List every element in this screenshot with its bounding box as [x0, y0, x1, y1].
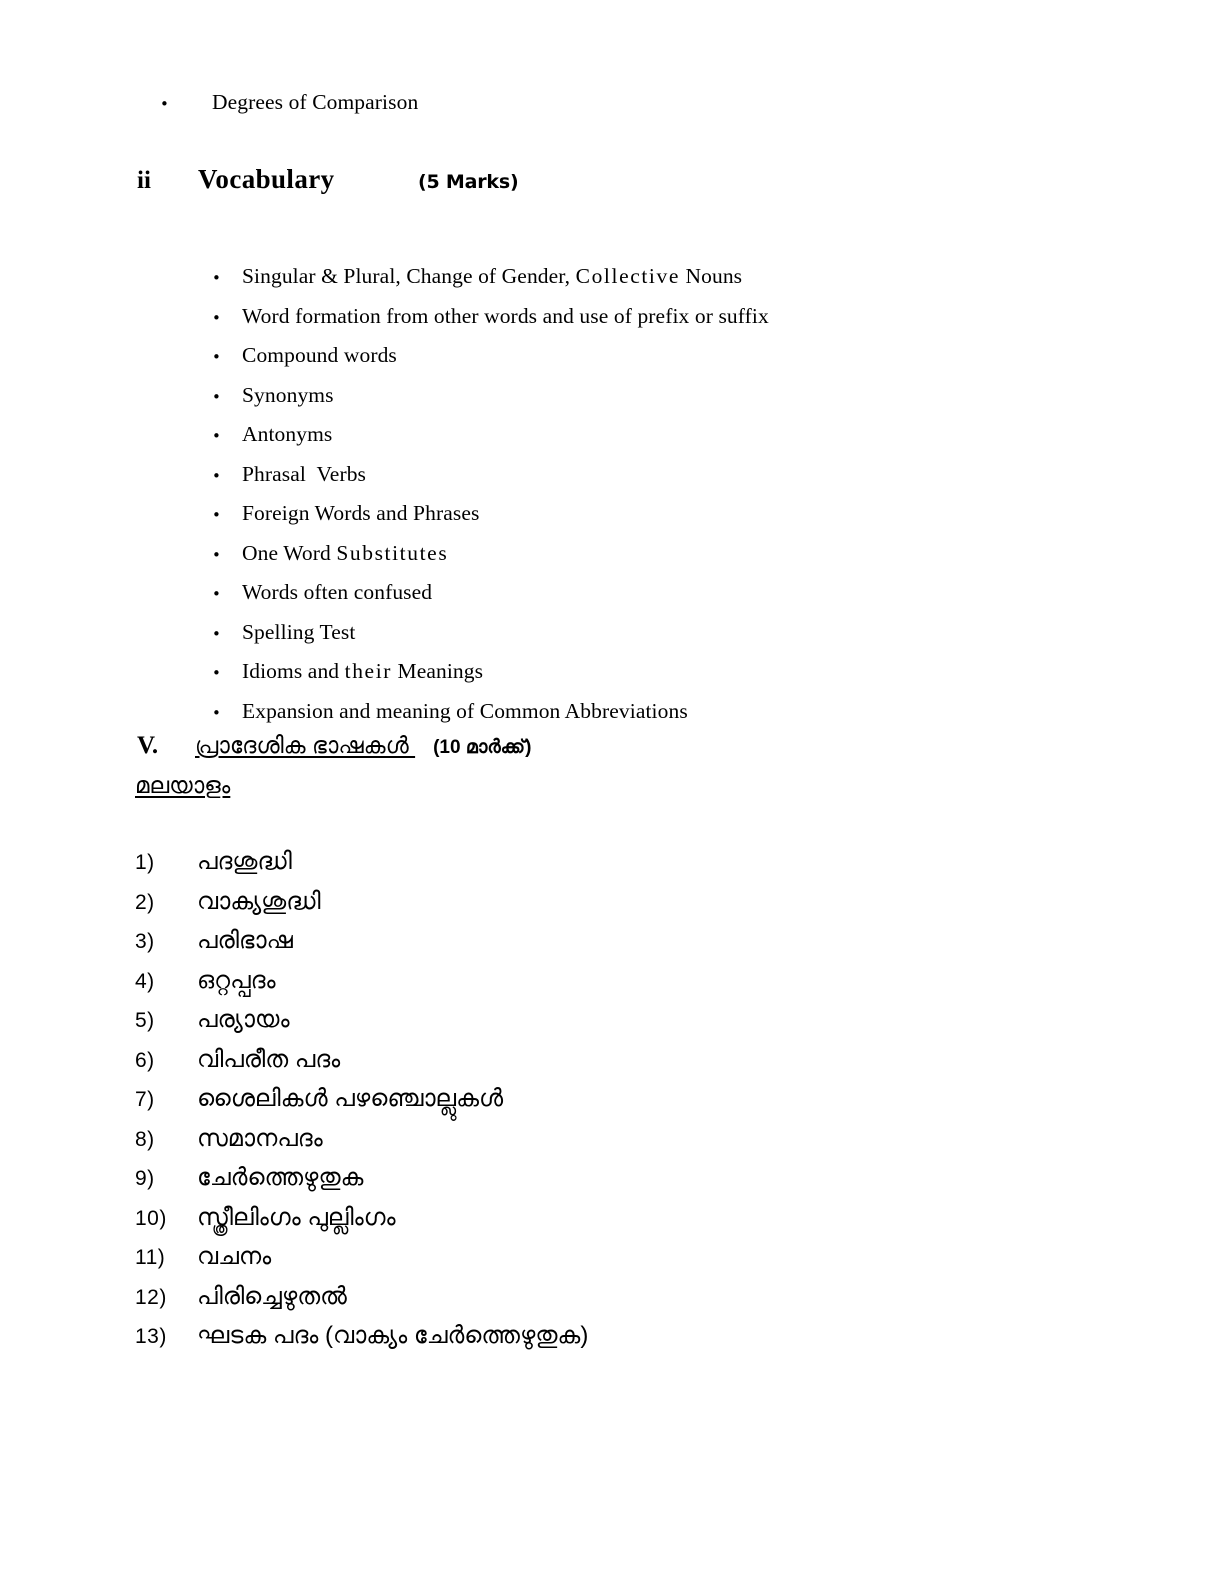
list-item-number: 8) — [135, 1127, 155, 1151]
bullet-icon: • — [212, 703, 221, 722]
list-item — [135, 1085, 1035, 1125]
vocabulary-topic-label: Foreign Words and Phrases — [242, 501, 480, 525]
malayalam-topic-label: ശൈലികൾ പഴഞ്ചൊല്ലുകൾ — [197, 1085, 504, 1112]
vocabulary-section-heading — [137, 164, 518, 195]
malayalam-topic-label: ഘടക പദം (വാക്യം ചേർത്തെഴുതുക) — [197, 1322, 589, 1349]
vocabulary-topic-label: Word formation from other words and use of prefix or suffix — [242, 303, 769, 328]
vocabulary-topic-label: Singular & Plural, Change of Gender, Collective Nouns — [242, 264, 743, 288]
malayalam-topic-list — [135, 848, 1035, 1362]
list-item — [212, 383, 1072, 423]
vocabulary-topic-label: Phrasal Verbs — [242, 461, 367, 486]
regional-section-numeral: V. — [137, 732, 159, 759]
vocabulary-topic-label: One Word Substitutes — [242, 540, 449, 565]
vocabulary-topic-label: Words often confused — [242, 580, 433, 604]
vocabulary-topic-label: Compound words — [242, 343, 397, 367]
list-item-number: 2) — [135, 890, 155, 914]
malayalam-topic-label: വാക്യശുദ്ധി — [197, 887, 321, 915]
regional-languages-heading — [137, 732, 531, 760]
malayalam-topic-label: സ്ത്രീലിംഗം പുല്ലിംഗം — [197, 1203, 396, 1231]
list-item — [135, 1283, 1035, 1323]
malayalam-topic-label: പരിഭാഷ — [197, 927, 293, 954]
regional-section-marks-badge: (10 മാർക്ക്) — [433, 737, 532, 758]
top-bullet-label: Degrees of Comparison — [212, 90, 419, 114]
list-item — [212, 422, 1072, 462]
vocabulary-topic-label: Idioms and their Meanings — [242, 659, 484, 683]
bullet-icon: • — [212, 466, 221, 485]
list-item-number: 7) — [135, 1088, 155, 1111]
list-item-number: 4) — [135, 969, 155, 993]
bullet-icon: • — [212, 387, 221, 406]
vocabulary-topic-label: Expansion and meaning of Common Abbreviations — [242, 698, 688, 723]
list-item — [212, 304, 1072, 344]
list-item — [135, 1006, 1035, 1046]
bullet-icon: • — [212, 506, 221, 524]
bullet-icon: • — [212, 427, 221, 445]
list-item-number: 1) — [135, 851, 155, 874]
bullet-icon: • — [212, 348, 221, 366]
malayalam-language-label: മലയാളം — [135, 772, 231, 798]
list-item — [135, 848, 1035, 888]
section-title: Vocabulary — [198, 164, 335, 194]
list-item — [135, 1164, 1035, 1204]
malayalam-topic-label: പര്യായം — [197, 1006, 290, 1033]
list-item-number: 3) — [135, 930, 155, 953]
list-item — [212, 343, 1072, 383]
list-item — [212, 541, 1072, 581]
malayalam-topic-label: പദശുദ്ധി — [197, 848, 292, 875]
list-item — [135, 1046, 1035, 1086]
top-bullet-item — [160, 90, 418, 115]
section-marks-badge: (5 Marks) — [418, 171, 519, 193]
bullet-icon: • — [212, 308, 221, 327]
list-item-number: 5) — [135, 1009, 155, 1032]
bullet-icon: • — [212, 664, 221, 682]
list-item — [135, 1322, 1035, 1362]
malayalam-topic-label: വിപരീത പദം — [197, 1045, 341, 1073]
vocabulary-topic-label: Spelling Test — [242, 619, 356, 644]
vocabulary-topic-list — [212, 264, 1072, 738]
section-numeral: ii — [137, 167, 151, 194]
list-item-number: 6) — [135, 1048, 155, 1072]
list-item — [212, 659, 1072, 699]
bullet-icon: • — [212, 545, 221, 564]
malayalam-topic-label: ചേർത്തെഴുതുക — [197, 1164, 364, 1191]
bullet-icon: • — [160, 95, 169, 113]
malayalam-topic-label: പിരിച്ചെഴുതൽ — [197, 1282, 347, 1310]
bullet-icon: • — [212, 624, 221, 643]
malayalam-topic-label: ഒറ്റപ്പദം — [197, 966, 276, 994]
list-item — [135, 1243, 1035, 1283]
list-item-number: 13) — [135, 1325, 167, 1348]
vocabulary-topic-label: Antonyms — [242, 422, 333, 446]
list-item — [212, 501, 1072, 541]
list-item-number: 10) — [135, 1206, 167, 1230]
list-item — [135, 888, 1035, 928]
regional-section-title: പ്രാദേശിക ഭാഷകൾ — [195, 732, 416, 758]
list-item — [212, 264, 1072, 304]
bullet-icon: • — [212, 269, 221, 287]
list-item — [135, 967, 1035, 1007]
bullet-icon: • — [212, 585, 221, 603]
list-item — [212, 462, 1072, 502]
vocabulary-topic-label: Synonyms — [242, 382, 334, 407]
list-item-number: 12) — [135, 1285, 167, 1309]
malayalam-topic-label: വചനം — [197, 1243, 272, 1270]
list-item-number: 11) — [135, 1246, 166, 1269]
list-item — [212, 580, 1072, 620]
list-item-number: 9) — [135, 1167, 155, 1190]
list-item — [212, 620, 1072, 660]
list-item — [135, 1125, 1035, 1165]
list-item — [135, 927, 1035, 967]
malayalam-topic-label: സമാനപദം — [197, 1124, 323, 1152]
list-item — [135, 1204, 1035, 1244]
